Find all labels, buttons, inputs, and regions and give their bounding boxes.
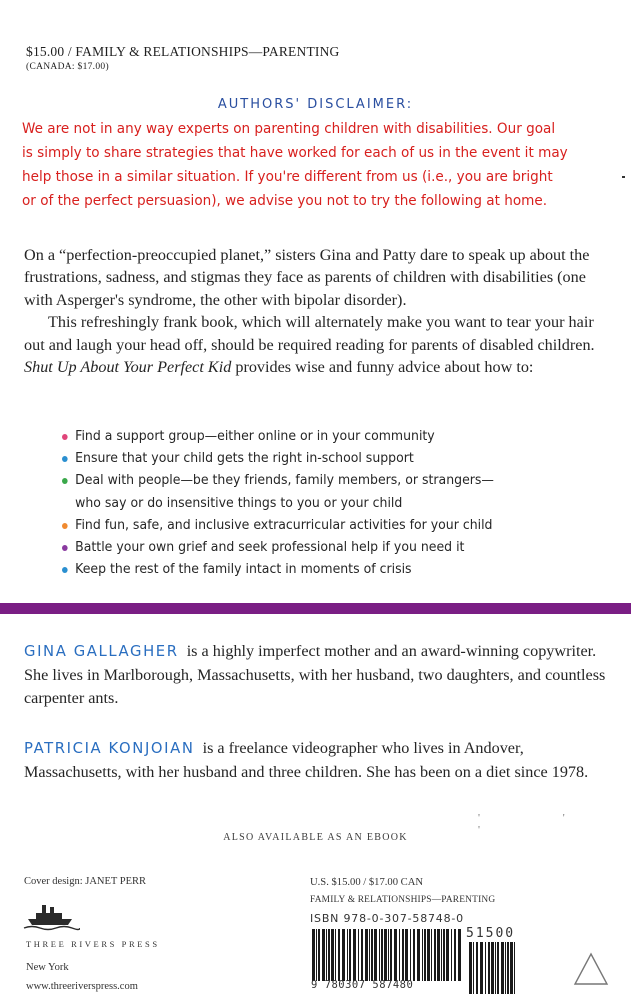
list-item-continuation: who say or do insensitive things to you or your child bbox=[75, 495, 403, 511]
barcode-bar bbox=[473, 942, 474, 994]
barcode-bar bbox=[507, 942, 509, 994]
barcode-bar bbox=[434, 929, 436, 981]
author-bio-text: is a highly imperfect mother and an award-winning copywriter. She lives in Marlborough, Massachusetts, with her husband, two daughters, and countless carpenter ants. bbox=[24, 642, 606, 707]
list-item-text: Ensure that your child gets the right in-school support bbox=[75, 451, 414, 467]
price-addon-digits: 51500 bbox=[466, 926, 516, 941]
list-item-text: Find a support group—either online or in your community bbox=[75, 429, 435, 444]
price-category-line: $15.00 / FAMILY & RELATIONSHIPS—PARENTING bbox=[26, 44, 340, 59]
barcode-bar bbox=[399, 929, 400, 981]
barcode-bar bbox=[342, 929, 345, 981]
bullet-dot-icon bbox=[62, 434, 68, 440]
barcode-bar bbox=[318, 929, 320, 981]
barcode-bar bbox=[322, 929, 325, 981]
barcode-bar bbox=[451, 929, 452, 981]
barcode-category: FAMILY & RELATIONSHIPS—PARENTING bbox=[310, 895, 496, 905]
barcode-bar bbox=[497, 942, 499, 994]
barcode-bar bbox=[491, 942, 494, 994]
barcode-bar bbox=[384, 929, 387, 981]
disclaimer-title: AUTHORS' DISCLAIMER: bbox=[217, 97, 414, 112]
description bbox=[24, 244, 616, 378]
barcode-bar bbox=[485, 942, 486, 994]
isbn-number: ISBN 978-0-307-58748-0 bbox=[310, 912, 464, 925]
book-title: Shut Up About Your Perfect Kid bbox=[24, 358, 232, 377]
barcode-bar bbox=[495, 942, 496, 994]
barcode-bar bbox=[328, 929, 330, 981]
ebook-note: ALSO AVAILABLE AS AN EBOOK bbox=[223, 832, 408, 843]
author-bio-patricia bbox=[24, 737, 620, 784]
description-paragraph-2 bbox=[24, 311, 616, 378]
barcode-bar bbox=[379, 929, 380, 981]
barcode-bar bbox=[405, 929, 408, 981]
bullet-dot-icon bbox=[62, 545, 68, 551]
description-paragraph-1: On a “perfection-preoccupied planet,” sisters Gina and Patty dare to speak up about the frustrations, sadness, and stigmas they face as parents of children with disabilities (one with Asperger's syndrome, the other with bipolar disorder). bbox=[24, 246, 590, 309]
barcode-bar bbox=[480, 942, 483, 994]
barcode-bar bbox=[443, 929, 445, 981]
barcode-bar bbox=[413, 929, 415, 981]
disclaimer-line: help those in a similar situation. If you're different from us (i.e., you are bright bbox=[22, 168, 553, 185]
barcode-bar bbox=[454, 929, 456, 981]
bullet-dot-icon bbox=[62, 456, 68, 462]
barcode-bar bbox=[510, 942, 513, 994]
barcode-bar bbox=[394, 929, 397, 981]
barcode-bar bbox=[335, 929, 336, 981]
barcode-bar bbox=[390, 929, 392, 981]
barcode-bar bbox=[476, 942, 478, 994]
barcode-bar bbox=[353, 929, 356, 981]
list-item-text: Battle your own grief and seek professional help if you need it bbox=[75, 540, 465, 556]
barcode-bar bbox=[347, 929, 348, 981]
disclaimer-line: or of the perfect persuasion), we advise you not to try the following at home. bbox=[22, 192, 548, 209]
barcode-bar bbox=[410, 929, 411, 981]
disclaimer-text bbox=[22, 117, 617, 213]
barcode-bar bbox=[374, 929, 377, 981]
barcode-bar bbox=[424, 929, 426, 981]
barcode-bar bbox=[441, 929, 442, 981]
barcode-bar bbox=[402, 929, 404, 981]
barcode-bar bbox=[358, 929, 359, 981]
steamboat-logo-icon bbox=[22, 903, 80, 931]
canada-price: (CANADA: $17.00) bbox=[26, 62, 109, 72]
cover-credit: Cover design: JANET PERR bbox=[24, 876, 147, 887]
isbn-barcode bbox=[311, 929, 461, 981]
barcode-bar bbox=[431, 929, 432, 981]
description-text: This refreshingly frank book, which will alternately make you want to tear your hair out and laugh your head off, should be required reading for parents of disabled children. bbox=[24, 313, 595, 354]
list-item bbox=[62, 448, 626, 470]
author-bio-text: is a freelance videographer who lives in Andover, Massachusetts, with her husband and three children. She has been on a diet since 1978. bbox=[24, 739, 589, 781]
description-text: provides wise and funny advice about how to: bbox=[231, 358, 534, 377]
bullet-dot-icon bbox=[62, 567, 68, 573]
barcode-bar bbox=[437, 929, 440, 981]
bullet-dot-icon bbox=[62, 523, 68, 529]
list-item bbox=[62, 537, 626, 559]
publisher-url: www.threeriverspress.com bbox=[26, 981, 138, 992]
stray-mark bbox=[622, 176, 625, 178]
list-item bbox=[62, 559, 626, 581]
barcode-digits: 9 780307 587480 bbox=[311, 979, 414, 991]
barcode-bar bbox=[316, 929, 317, 981]
publisher-city: New York bbox=[26, 962, 69, 973]
barcode-bar bbox=[417, 929, 420, 981]
barcode-bar bbox=[365, 929, 368, 981]
barcode-bar bbox=[501, 942, 504, 994]
barcode-price: U.S. $15.00 / $17.00 CAN bbox=[310, 877, 424, 888]
author-name: PATRICIA KONJOIAN bbox=[24, 740, 195, 757]
section-divider bbox=[0, 603, 631, 614]
barcode-bar bbox=[488, 942, 490, 994]
barcode-bar bbox=[446, 929, 449, 981]
list-item-text: Find fun, safe, and inclusive extracurricular activities for your child bbox=[75, 517, 493, 533]
disclaimer-line: We are not in any way experts on parenting children with disabilities. Our goal bbox=[22, 120, 556, 137]
barcode-bar bbox=[388, 929, 389, 981]
barcode-bar bbox=[312, 929, 315, 981]
advice-list bbox=[62, 426, 626, 581]
barcode-bar bbox=[338, 929, 340, 981]
list-item bbox=[62, 515, 626, 537]
author-bio-gina bbox=[24, 640, 620, 709]
barcode-bar bbox=[422, 929, 423, 981]
barcode-bar bbox=[514, 942, 515, 994]
barcode-bar bbox=[427, 929, 430, 981]
list-item-text: Deal with people—be they friends, family members, or strangers— bbox=[75, 473, 494, 489]
triangle-icon bbox=[572, 951, 610, 987]
barcode-bar bbox=[326, 929, 327, 981]
barcode-bar bbox=[505, 942, 506, 994]
barcode-bar bbox=[458, 929, 461, 981]
barcode-bar bbox=[331, 929, 334, 981]
list-item bbox=[62, 426, 626, 448]
barcode-bar bbox=[369, 929, 370, 981]
barcode-bar bbox=[381, 929, 383, 981]
barcode-bar bbox=[349, 929, 351, 981]
barcode-bar bbox=[469, 942, 472, 994]
bullet-dot-icon bbox=[62, 478, 68, 484]
barcode-bar bbox=[361, 929, 363, 981]
disclaimer-line: is simply to share strategies that have worked for each of us in the event it may bbox=[22, 144, 568, 161]
barcode-bar bbox=[371, 929, 373, 981]
author-name: GINA GALLAGHER bbox=[24, 643, 179, 660]
publisher-name: THREE RIVERS PRESS bbox=[26, 939, 160, 949]
list-item-text: Keep the rest of the family intact in moments of crisis bbox=[75, 562, 412, 578]
list-item bbox=[62, 470, 626, 514]
addon-barcode bbox=[468, 942, 516, 994]
stray-marks: ' ' ' bbox=[478, 812, 605, 836]
